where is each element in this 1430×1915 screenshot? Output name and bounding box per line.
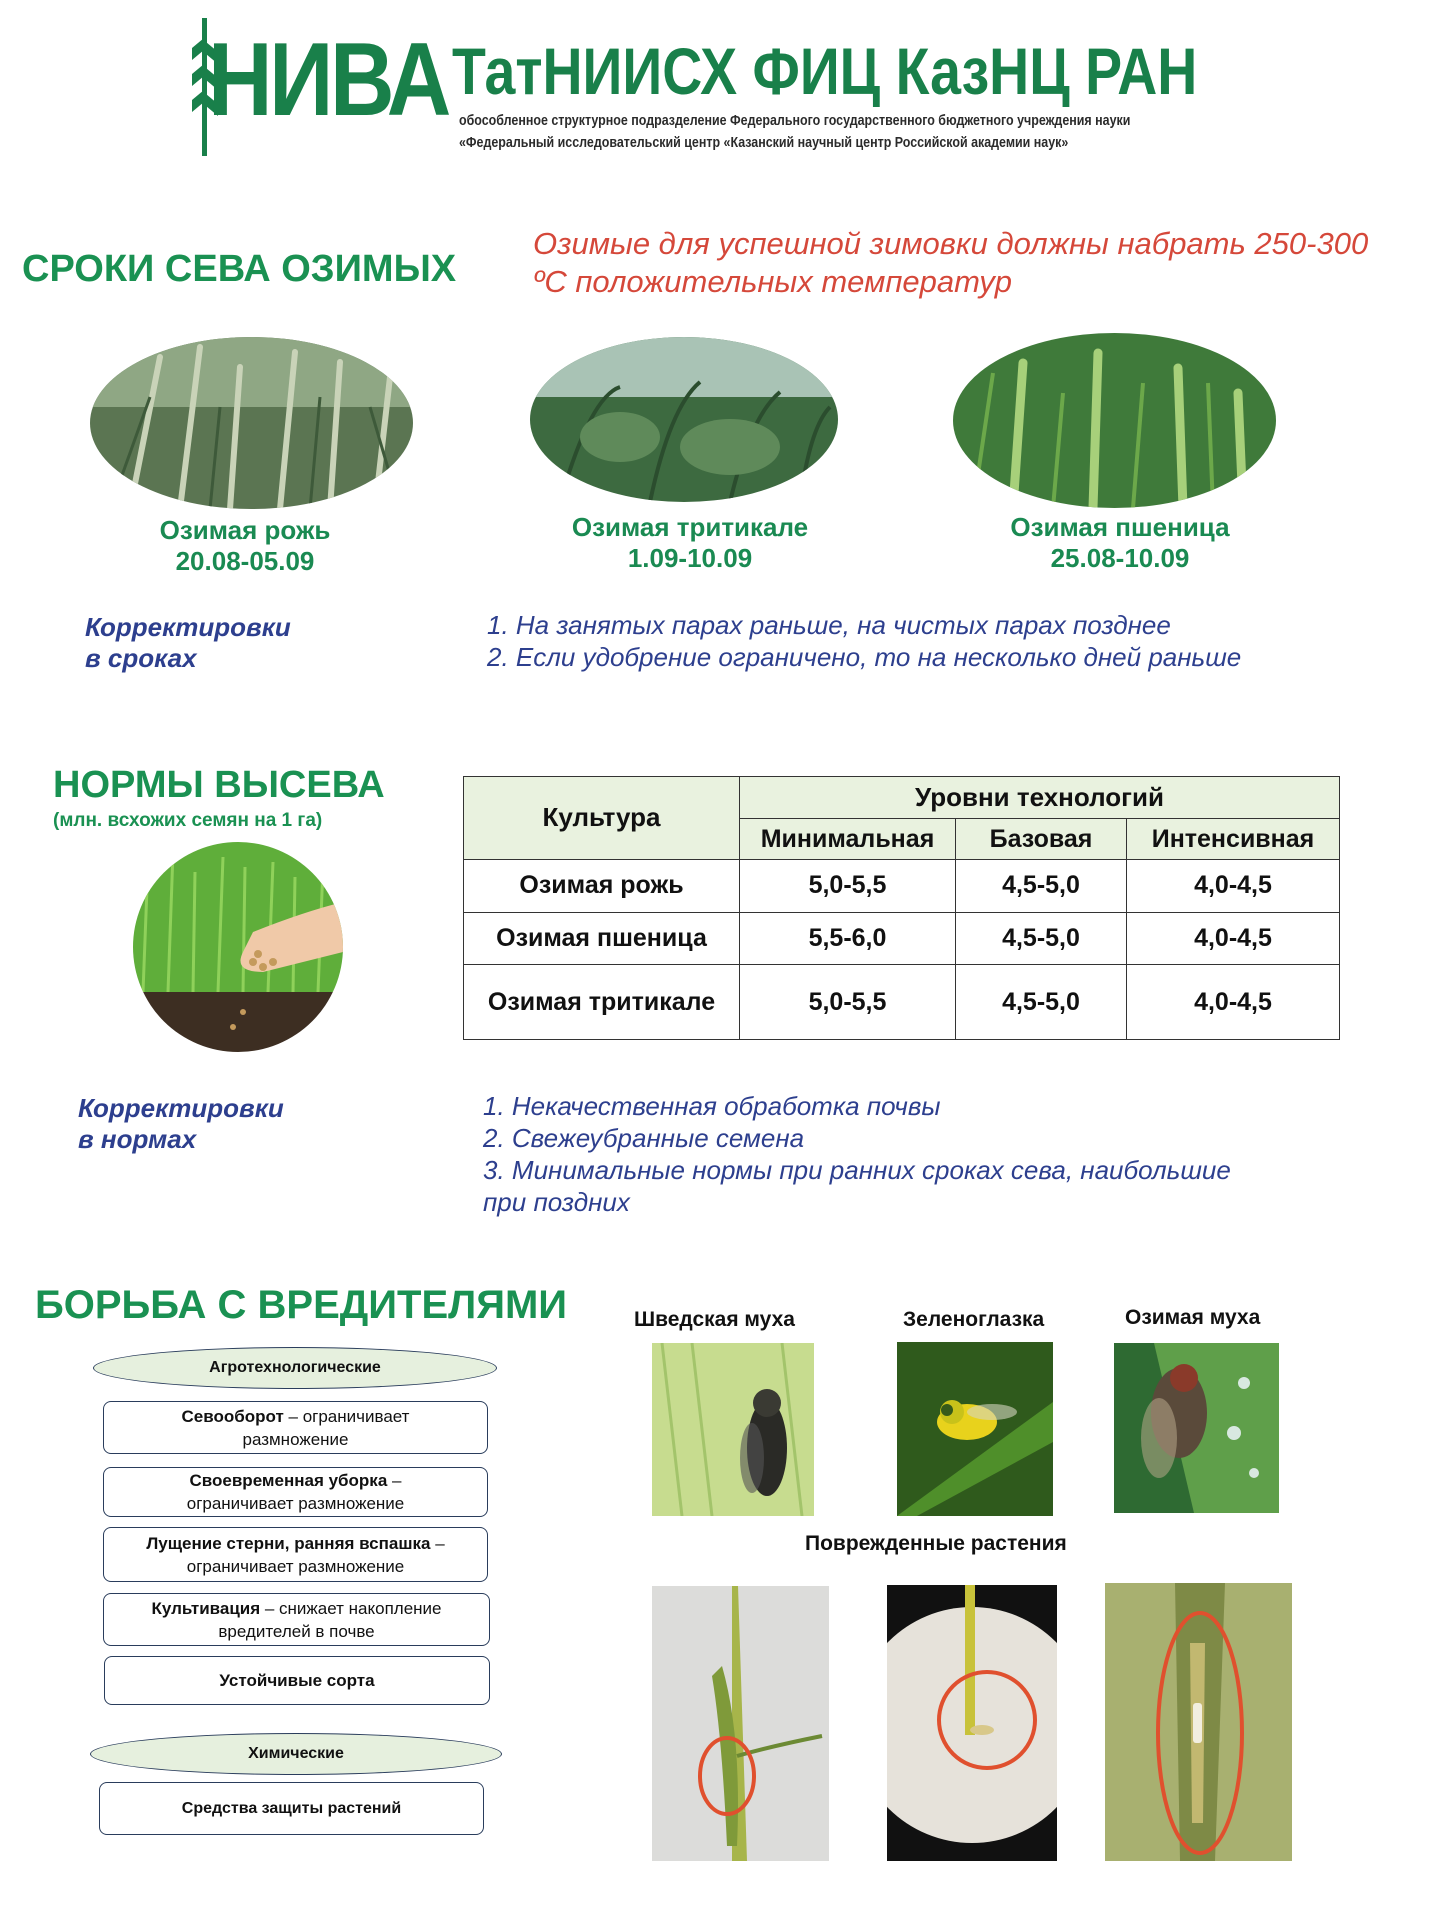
table-row [464, 965, 1340, 1040]
rates-subtitle: (млн. всхожих семян на 1 га) [53, 810, 323, 831]
crop-dates-triticale: 1.09-10.09 [627, 543, 753, 573]
measure-crop-rotation [103, 1401, 488, 1454]
rates-correction-1: 1. Некачественная обработка почвы [483, 1091, 941, 1121]
measure-rest: – снижает накопление [260, 1598, 442, 1618]
cell-min: 5,0-5,5 [740, 859, 956, 912]
col-header-min: Минимальная [740, 819, 956, 859]
measure-bold: Севооборот [181, 1406, 284, 1426]
col-header-crop: Культура [464, 777, 740, 860]
sowing-corrections-subtitle: в сроках [85, 643, 197, 673]
crop-name-rye: Озимая рожь [159, 515, 331, 545]
damaged-plant-photo-3 [1105, 1583, 1292, 1861]
crop-dates-wheat: 25.08-10.09 [1050, 543, 1190, 573]
pests-title: БОРЬБА С ВРЕДИТЕЛЯМИ [35, 1283, 568, 1327]
table-row [464, 859, 1340, 912]
cell-intensive: 4,0-4,5 [1127, 912, 1340, 965]
chem-item-label: Средства защиты растений [181, 1800, 402, 1817]
row-crop: Озимая пшеница [464, 912, 740, 965]
rates-corrections-title: Корректировки [78, 1093, 284, 1123]
sowing-title: СРОКИ СЕВА ОЗИМЫХ [22, 248, 457, 290]
insect-caption-green-eye: Зеленоглазка [903, 1308, 1045, 1331]
measure-line2: ограничивает размножение [186, 1556, 405, 1576]
cell-intensive: 4,0-4,5 [1127, 965, 1340, 1040]
cell-base: 4,5-5,0 [956, 912, 1127, 965]
triticale-photo [530, 337, 838, 502]
cell-min: 5,0-5,5 [740, 965, 956, 1040]
sowing-correction-1: 1. На занятых парах раньше, на чистых парах позднее [487, 610, 1171, 640]
resistant-label: Устойчивые сорта [219, 1671, 375, 1690]
damaged-plants-title: Поврежденные растения [805, 1532, 1067, 1555]
winter-fly-photo [1114, 1343, 1279, 1513]
measure-resistant-varieties [104, 1656, 490, 1705]
agro-methods-label: Агротехнологические [93, 1347, 497, 1389]
rates-correction-3-cont: при поздних [483, 1187, 630, 1217]
sowing-correction-2: 2. Если удобрение ограничено, то на несколько дней раньше [487, 642, 1242, 672]
sowing-hand-photo [133, 842, 343, 1052]
org-subtitle-line1: обособленное структурное подразделение Федерального государственного бюджетного учреждения науки [459, 112, 1131, 129]
col-header-intensive: Интенсивная [1127, 819, 1340, 859]
measure-rest: – [430, 1533, 445, 1553]
cell-intensive: 4,0-4,5 [1127, 859, 1340, 912]
wheat-photo [953, 333, 1276, 508]
org-subtitle-line2: «Федеральный исследовательский центр «Казанский научный центр Российской академии наук» [459, 134, 1069, 151]
measure-rest: – ограничивает [283, 1406, 410, 1426]
rates-correction-2: 2. Свежеубранные семена [483, 1123, 805, 1153]
seeding-rates-table [463, 776, 1340, 1040]
rye-photo [90, 337, 413, 509]
col-header-base: Базовая [956, 819, 1127, 859]
crop-name-triticale: Озимая тритикале [571, 512, 809, 542]
insect-caption-winter-fly: Озимая муха [1125, 1306, 1261, 1329]
rates-corrections-subtitle: в нормах [78, 1124, 197, 1154]
crop-name-wheat: Озимая пшеница [1010, 512, 1230, 542]
measure-plant-protection [99, 1782, 484, 1835]
measure-bold: Лущение стерни, ранняя вспашка [146, 1533, 431, 1553]
row-crop: Озимая рожь [464, 859, 740, 912]
measure-bold: Своевременная уборка [189, 1471, 388, 1490]
measure-timely-harvest [103, 1467, 488, 1517]
measure-cultivation [103, 1593, 490, 1646]
insect-caption-swedish-fly: Шведская муха [634, 1308, 795, 1331]
temperature-note: Озимые для успешной зимовки должны набрать 250-300 ºС положительных температур [533, 226, 1369, 299]
chem-methods-label: Химические [90, 1733, 502, 1775]
green-eye-fly-photo [897, 1342, 1053, 1516]
org-title: ТатНИИСХ ФИЦ КазНЦ РАН [452, 34, 1198, 108]
crop-dates-rye: 20.08-05.09 [175, 546, 315, 576]
logo-text: НИВА [208, 22, 448, 138]
measure-stubble-plowing [103, 1527, 488, 1582]
cell-base: 4,5-5,0 [956, 859, 1127, 912]
cell-min: 5,5-6,0 [740, 912, 956, 965]
row-crop: Озимая тритикале [464, 965, 740, 1040]
col-header-levels: Уровни технологий [740, 777, 1340, 819]
measure-bold: Культивация [151, 1598, 261, 1618]
damaged-plant-photo-2 [887, 1585, 1057, 1861]
measure-line2: размножение [242, 1429, 349, 1449]
measure-line2: вредителей в почве [218, 1621, 375, 1641]
measure-rest: – [387, 1471, 402, 1490]
cell-base: 4,5-5,0 [956, 965, 1127, 1040]
table-row [464, 912, 1340, 965]
measure-line2: ограничивает размножение [186, 1494, 405, 1513]
swedish-fly-photo [652, 1343, 814, 1516]
damaged-plant-photo-1 [652, 1586, 829, 1861]
sowing-corrections-title: Корректировки [85, 612, 291, 642]
rates-title: НОРМЫ ВЫСЕВА [53, 764, 385, 806]
rates-correction-3: 3. Минимальные нормы при ранних сроках сева, наибольшие [483, 1155, 1231, 1185]
